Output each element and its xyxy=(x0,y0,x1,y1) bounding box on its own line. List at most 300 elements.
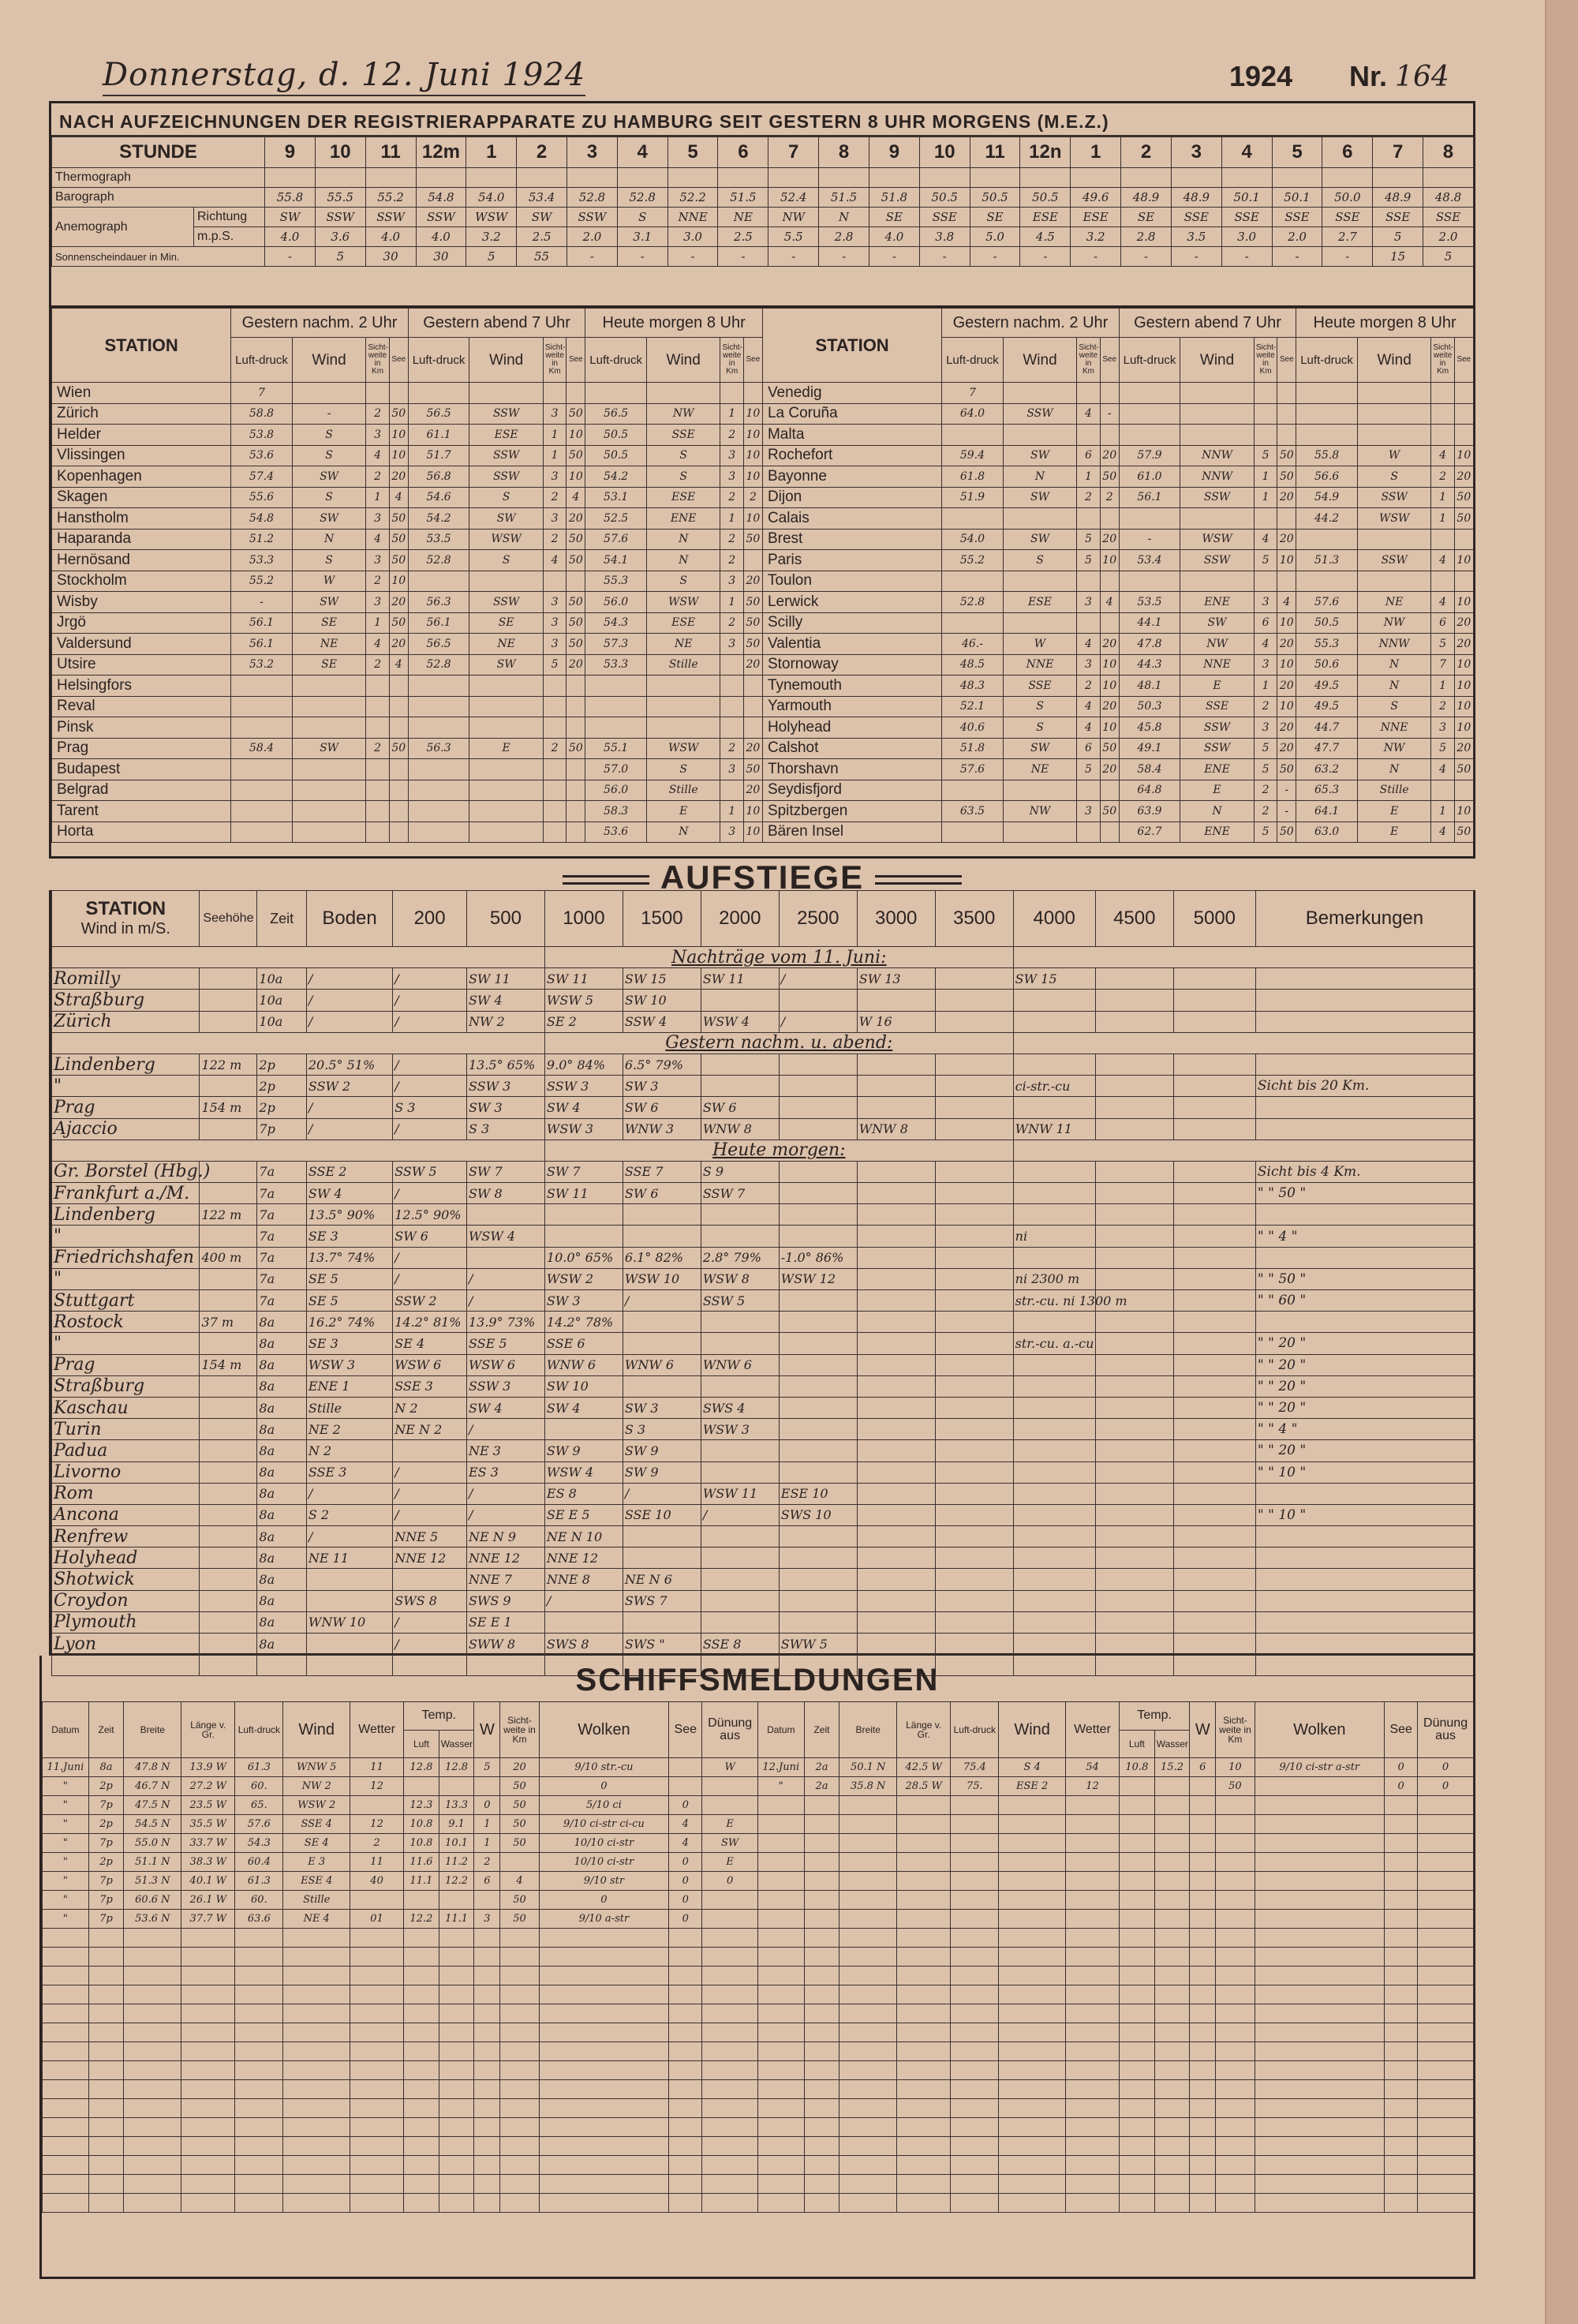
schiff-value xyxy=(474,1777,500,1796)
schiff-value xyxy=(1255,2061,1384,2080)
schiff-value xyxy=(1418,1929,1473,1948)
station-name: Wien xyxy=(52,383,231,404)
schiff-value: 0 xyxy=(474,1796,500,1815)
station-value: 50.5 xyxy=(585,445,647,466)
station-value: NW xyxy=(1357,738,1431,759)
level-value xyxy=(1095,1268,1173,1289)
schiff-value xyxy=(1065,1948,1119,1967)
station-value xyxy=(720,696,743,717)
station-row xyxy=(52,759,1474,780)
level-value: SW 4 xyxy=(466,1397,544,1418)
schiff-value xyxy=(1190,1910,1216,1929)
thermograph-row xyxy=(52,168,1474,188)
schiff-value xyxy=(235,2042,283,2061)
station-value: 4 xyxy=(1100,592,1119,613)
station-value: W xyxy=(1357,445,1431,466)
station-value: 55.2 xyxy=(942,550,1004,571)
station-value xyxy=(1003,780,1077,801)
richtung-cell: SSE xyxy=(1322,208,1373,227)
schiff-value xyxy=(1255,2118,1384,2137)
station-value: E xyxy=(1357,801,1431,822)
station-value: 10 xyxy=(1454,445,1473,466)
station-value: 54.2 xyxy=(585,466,647,488)
level-value: WNW 6 xyxy=(701,1354,779,1375)
sonnen-cell: - xyxy=(768,247,819,267)
station-value: 50 xyxy=(1277,759,1296,780)
seehoehe-value: 122 m xyxy=(200,1053,257,1075)
station-value: 6 xyxy=(1431,612,1454,634)
schiff-row xyxy=(43,1796,1474,1815)
level-value: ES 3 xyxy=(466,1461,544,1483)
zeit-value: 8a xyxy=(257,1483,306,1504)
level-value xyxy=(779,1226,857,1247)
station-value: SSW xyxy=(1357,487,1431,508)
level-value xyxy=(1173,1053,1255,1075)
level-value: SW 3 xyxy=(623,1397,701,1418)
level-value xyxy=(1013,1461,1095,1483)
station-value xyxy=(389,759,408,780)
mps-cell: 4.5 xyxy=(1020,227,1071,247)
schiff-value xyxy=(1120,1985,1155,2004)
level-value: SW 9 xyxy=(623,1461,701,1483)
station-value: S xyxy=(646,759,720,780)
hour-cell: 4 xyxy=(1221,137,1272,168)
zeit-value: 8a xyxy=(257,1569,306,1590)
thermograph-cell xyxy=(265,168,316,188)
thermograph-cell xyxy=(1020,168,1071,188)
richtung-cell: SSE xyxy=(1423,208,1474,227)
schiff-value xyxy=(1255,1967,1384,1985)
schiff-value: 0 xyxy=(1385,1758,1418,1777)
station-value xyxy=(720,717,743,739)
station-value: 20 xyxy=(1277,634,1296,655)
station-value: S xyxy=(469,487,544,508)
richtung-row xyxy=(52,208,1474,227)
stations-table xyxy=(51,308,1474,843)
station-value: 20 xyxy=(1100,529,1119,550)
schiff-value xyxy=(1065,1910,1119,1929)
schiff-value xyxy=(1418,1815,1473,1834)
bemerkung-value: " " 20 " xyxy=(1255,1440,1473,1461)
schiff-value xyxy=(897,2080,951,2099)
level-value: WSW 5 xyxy=(544,990,623,1011)
sicht-header: Sicht-weite in Km xyxy=(720,338,743,383)
station-value: NNW xyxy=(1180,466,1255,488)
station-value xyxy=(231,759,293,780)
schiff-value xyxy=(999,2080,1066,2099)
thermograph-cell xyxy=(1171,168,1221,188)
barograph-cell: 54.8 xyxy=(416,188,466,208)
schiff-value: 10.8 xyxy=(1120,1758,1155,1777)
druck-header: Luft-druck xyxy=(585,338,647,383)
schiff-value xyxy=(1385,2061,1418,2080)
station-value: 3 xyxy=(543,612,566,634)
schiff-value xyxy=(839,2061,897,2080)
level-value xyxy=(935,1375,1013,1397)
thermograph-cell xyxy=(365,168,416,188)
station-value: 4 xyxy=(1431,445,1454,466)
mps-cell: 2.8 xyxy=(1121,227,1172,247)
schiff-value xyxy=(539,2118,668,2137)
station-value: 20 xyxy=(1277,529,1296,550)
schiff-value xyxy=(702,2004,757,2023)
station-value xyxy=(469,383,544,404)
mps-cell: 2.0 xyxy=(567,227,617,247)
schiff-value: 7p xyxy=(88,1834,124,1853)
schiff-value xyxy=(804,1891,839,1910)
schiff-value xyxy=(404,2080,439,2099)
station-value xyxy=(646,675,720,697)
schiff-value xyxy=(350,2042,404,2061)
station-value xyxy=(389,801,408,822)
barograph-cell: 50.5 xyxy=(919,188,970,208)
seehoehe-value xyxy=(200,1333,257,1354)
mps-cell: 3.1 xyxy=(617,227,667,247)
schiff-row xyxy=(43,2156,1474,2175)
level-value xyxy=(1013,1204,1095,1226)
station-value: 5 xyxy=(1254,738,1277,759)
aufstiege-station: Prag xyxy=(52,1354,200,1375)
station-value: ESE xyxy=(469,425,544,446)
aufstiege-header-row xyxy=(52,891,1474,947)
station-name: Calais xyxy=(762,508,941,530)
schiff-value xyxy=(350,2194,404,2213)
level-value: SW 11 xyxy=(701,968,779,990)
schiff-value xyxy=(1190,1967,1216,1985)
schiff-value xyxy=(669,2137,702,2156)
level-value xyxy=(1013,1097,1095,1118)
station-value: 2 xyxy=(1077,675,1100,697)
station-value: SW xyxy=(1180,612,1255,634)
schiff-value xyxy=(757,1834,804,1853)
hour-cell: 10 xyxy=(315,137,365,168)
richtung-cell: WSW xyxy=(466,208,517,227)
barograph-cell: 50.0 xyxy=(1322,188,1373,208)
schiff-value xyxy=(897,2099,951,2118)
level-value: SE 5 xyxy=(306,1268,392,1289)
schiff-value xyxy=(839,2137,897,2156)
level-value xyxy=(623,1611,701,1633)
schiff-row xyxy=(43,2042,1474,2061)
level-value: NNE 12 xyxy=(393,1547,467,1569)
station-value: 7 xyxy=(231,383,293,404)
level-value xyxy=(1173,1011,1255,1032)
schiff-value: " xyxy=(43,1910,89,1929)
schiff-value xyxy=(500,1967,539,1985)
station-value xyxy=(743,383,762,404)
schiff-value: Stille xyxy=(283,1891,350,1910)
aufstiege-station: Frankfurt a./M. xyxy=(52,1183,200,1204)
schiff-value xyxy=(1190,1777,1216,1796)
station-value: 44.2 xyxy=(1296,508,1358,530)
schiff-value: 13.3 xyxy=(439,1796,474,1815)
mps-label: m.p.S. xyxy=(194,227,265,247)
station-value xyxy=(292,821,366,843)
level-value: / xyxy=(466,1504,544,1525)
schiff-value xyxy=(839,1815,897,1834)
station-value: 20 xyxy=(1100,696,1119,717)
schiff-value: 9/10 str.-cu xyxy=(539,1758,668,1777)
level-value xyxy=(857,1461,935,1483)
level-value xyxy=(466,1247,544,1268)
schiff-value xyxy=(539,2156,668,2175)
schiff-value xyxy=(669,1985,702,2004)
level-value: SW 4 xyxy=(544,1397,623,1418)
aufstiege-station: Kaschau xyxy=(52,1397,200,1418)
richtung-cell: SSE xyxy=(919,208,970,227)
schiff-value: 0 xyxy=(669,1891,702,1910)
aufstiege-row xyxy=(52,1268,1474,1289)
level-value xyxy=(935,1590,1013,1611)
schiff-value: 75. xyxy=(951,1777,999,1796)
station-value: 57.0 xyxy=(585,759,647,780)
schiff-value: 0 xyxy=(1385,1777,1418,1796)
station-value: 53.3 xyxy=(231,550,293,571)
schiff-value xyxy=(1216,2080,1255,2099)
station-value: 50 xyxy=(389,403,408,425)
schiff-value xyxy=(43,2023,89,2042)
level-value xyxy=(857,1268,935,1289)
seehoehe-value xyxy=(200,1268,257,1289)
schiff-value xyxy=(669,1967,702,1985)
station-value: 10 xyxy=(743,821,762,843)
station-value: 2 xyxy=(720,550,743,571)
station-value: 4 xyxy=(1077,634,1100,655)
level-value: 13.7° 74% xyxy=(306,1247,392,1268)
station-name: Scilly xyxy=(762,612,941,634)
thermograph-cell xyxy=(1221,168,1272,188)
hour-cell: 8 xyxy=(1423,137,1474,168)
level-value: SE 2 xyxy=(544,1011,623,1032)
level-value xyxy=(857,1247,935,1268)
schiff-value xyxy=(1418,1891,1473,1910)
station-value: SSE xyxy=(646,425,720,446)
station-value: 57.6 xyxy=(1296,592,1358,613)
schiff-value xyxy=(1190,1872,1216,1891)
station-name: Kopenhagen xyxy=(52,466,231,488)
station-value: 53.8 xyxy=(231,425,293,446)
schiff-value: " xyxy=(43,1872,89,1891)
level-value: 2.8° 79% xyxy=(701,1247,779,1268)
schiff-value xyxy=(283,2004,350,2023)
level-value: NE N 9 xyxy=(466,1526,544,1547)
station-value: 2 xyxy=(1254,696,1277,717)
station-value: E xyxy=(646,801,720,822)
station-value: - xyxy=(1119,529,1180,550)
schiff-row xyxy=(43,2061,1474,2080)
hour-cell: 1 xyxy=(1071,137,1121,168)
level-value xyxy=(701,1333,779,1354)
schiff-value: " xyxy=(757,1777,804,1796)
station-value: N xyxy=(646,550,720,571)
station-value xyxy=(1431,571,1454,592)
level-value xyxy=(857,1634,935,1655)
station-name: Brest xyxy=(762,529,941,550)
schiff-value xyxy=(804,1929,839,1948)
schiff-value xyxy=(951,1948,999,1967)
station-value: SSW xyxy=(1180,487,1255,508)
level-value xyxy=(857,1076,935,1097)
schiff-value: 65. xyxy=(235,1796,283,1815)
station-value: 44.3 xyxy=(1119,654,1180,675)
schiff-value xyxy=(702,1929,757,1948)
barograph-cell: 50.5 xyxy=(1020,188,1071,208)
station-value xyxy=(585,383,647,404)
schiff-value xyxy=(439,1777,474,1796)
schiff-value: 13.9 W xyxy=(181,1758,235,1777)
level-value: WSW 3 xyxy=(701,1419,779,1440)
schiff-value xyxy=(804,1853,839,1872)
station-value: 50 xyxy=(743,529,762,550)
schiff-value: 50 xyxy=(500,1777,539,1796)
schiff-value: " xyxy=(43,1853,89,1872)
schiff-value xyxy=(1154,2023,1190,2042)
station-value: 56.8 xyxy=(408,466,469,488)
level-value xyxy=(1095,1226,1173,1247)
station-value: 50 xyxy=(567,592,585,613)
level-value: SE 5 xyxy=(306,1290,392,1312)
station-value: NW xyxy=(1357,612,1431,634)
level-value xyxy=(1013,1354,1095,1375)
schiff-value xyxy=(404,2156,439,2175)
level-value xyxy=(779,1312,857,1333)
station-value: WSW xyxy=(1357,508,1431,530)
station-value: 5 xyxy=(1077,759,1100,780)
station-value: 63.9 xyxy=(1119,801,1180,822)
druck-header: Luft-druck xyxy=(408,338,469,383)
schiff-value xyxy=(897,2061,951,2080)
level-value xyxy=(1095,1118,1173,1140)
thermograph-cell xyxy=(1071,168,1121,188)
level-value xyxy=(1173,1097,1255,1118)
wind-unit-label: Wind in m/S. xyxy=(80,919,170,937)
schiff-value xyxy=(1255,1796,1384,1815)
schiff-value xyxy=(350,2175,404,2194)
thermograph-cell xyxy=(517,168,567,188)
station-value: 64.8 xyxy=(1119,780,1180,801)
level-value xyxy=(1013,1634,1095,1655)
subheading: Gestern nachm. u. abend: xyxy=(544,1032,1013,1053)
bemerkung-value: " " 60 " xyxy=(1255,1290,1473,1312)
station-value: 4 xyxy=(366,634,389,655)
station-name: Lerwick xyxy=(762,592,941,613)
sonnen-cell: - xyxy=(667,247,718,267)
station-value: 4 xyxy=(1254,529,1277,550)
schiff-value xyxy=(1255,1929,1384,1948)
zeit-value: 8a xyxy=(257,1461,306,1483)
schiff-value xyxy=(757,1815,804,1834)
level-value: / xyxy=(306,1118,392,1140)
station-value: 5 xyxy=(1077,529,1100,550)
schiff-value: 7p xyxy=(88,1872,124,1891)
station-name: Stockholm xyxy=(52,571,231,592)
schiff-value: 54 xyxy=(1065,1758,1119,1777)
schiff-value: 27.2 W xyxy=(181,1777,235,1796)
schiff-value xyxy=(350,2156,404,2175)
level-value: SW 13 xyxy=(857,968,935,990)
schiff-value xyxy=(1216,1929,1255,1948)
aufstiege-station: Friedrichshafen xyxy=(52,1247,200,1268)
level-value: SSE 3 xyxy=(306,1461,392,1483)
sonnen-cell: - xyxy=(1322,247,1373,267)
schiff-value xyxy=(1154,1891,1190,1910)
zeit-value: 8a xyxy=(257,1312,306,1333)
seehoehe-value xyxy=(200,1375,257,1397)
schiff-value xyxy=(1190,2156,1216,2175)
schiff-value xyxy=(1120,1834,1155,1853)
schiff-value xyxy=(474,2061,500,2080)
schiff-value: 9/10 ci-str a-str xyxy=(1255,1758,1384,1777)
station-value: 20 xyxy=(1454,612,1473,634)
station-value xyxy=(389,696,408,717)
schiff-value xyxy=(839,2099,897,2118)
mps-cell: 4.0 xyxy=(416,227,466,247)
schiff-value: SW xyxy=(702,1834,757,1853)
level-value xyxy=(857,1312,935,1333)
level-value xyxy=(935,1290,1013,1312)
station-value xyxy=(1296,403,1358,425)
schiff-value xyxy=(350,2023,404,2042)
station-value: - xyxy=(1277,801,1296,822)
station-value: 10 xyxy=(1277,612,1296,634)
schiff-value xyxy=(669,2004,702,2023)
schiff-value xyxy=(999,2023,1066,2042)
station-value xyxy=(408,675,469,697)
schiff-value: WSW 2 xyxy=(283,1796,350,1815)
level-value xyxy=(1013,1011,1095,1032)
schiff-value xyxy=(43,2156,89,2175)
level-value xyxy=(544,1226,623,1247)
schiff-value xyxy=(1385,1872,1418,1891)
level-value xyxy=(935,1097,1013,1118)
station-row xyxy=(52,696,1474,717)
schiff-value xyxy=(404,2061,439,2080)
richtung-cell: ESE xyxy=(1071,208,1121,227)
station-value xyxy=(231,675,293,697)
station-value: 3 xyxy=(720,759,743,780)
level-value: SE 4 xyxy=(393,1333,467,1354)
station-value: 56.3 xyxy=(408,738,469,759)
schiff-value xyxy=(951,2080,999,2099)
level-value xyxy=(857,1354,935,1375)
station-name: Tynemouth xyxy=(762,675,941,697)
schiff-value xyxy=(474,1948,500,1967)
station-value xyxy=(1277,403,1296,425)
station-value xyxy=(567,801,585,822)
station-value: 10 xyxy=(1100,654,1119,675)
station-value: 20 xyxy=(743,780,762,801)
schiff-value xyxy=(1385,2004,1418,2023)
level-value: WSW 6 xyxy=(466,1354,544,1375)
schiff-value xyxy=(669,2099,702,2118)
richtung-cell: NW xyxy=(768,208,819,227)
aufstiege-station: " xyxy=(52,1333,200,1354)
station-value: 1 xyxy=(1254,466,1277,488)
level-header: 2500 xyxy=(779,891,857,947)
level-value xyxy=(935,1483,1013,1504)
level-value: / xyxy=(393,1504,467,1525)
schiff-value xyxy=(350,1985,404,2004)
station-value: 50 xyxy=(743,759,762,780)
schiff-value: 54.3 xyxy=(235,1834,283,1853)
level-value: NNE 7 xyxy=(466,1569,544,1590)
level-value xyxy=(306,1590,392,1611)
station-value xyxy=(646,383,720,404)
station-value xyxy=(1100,425,1119,446)
station-name: Helder xyxy=(52,425,231,446)
station-value: 50 xyxy=(1277,466,1296,488)
duenung-header: Dünung aus xyxy=(702,1702,757,1758)
